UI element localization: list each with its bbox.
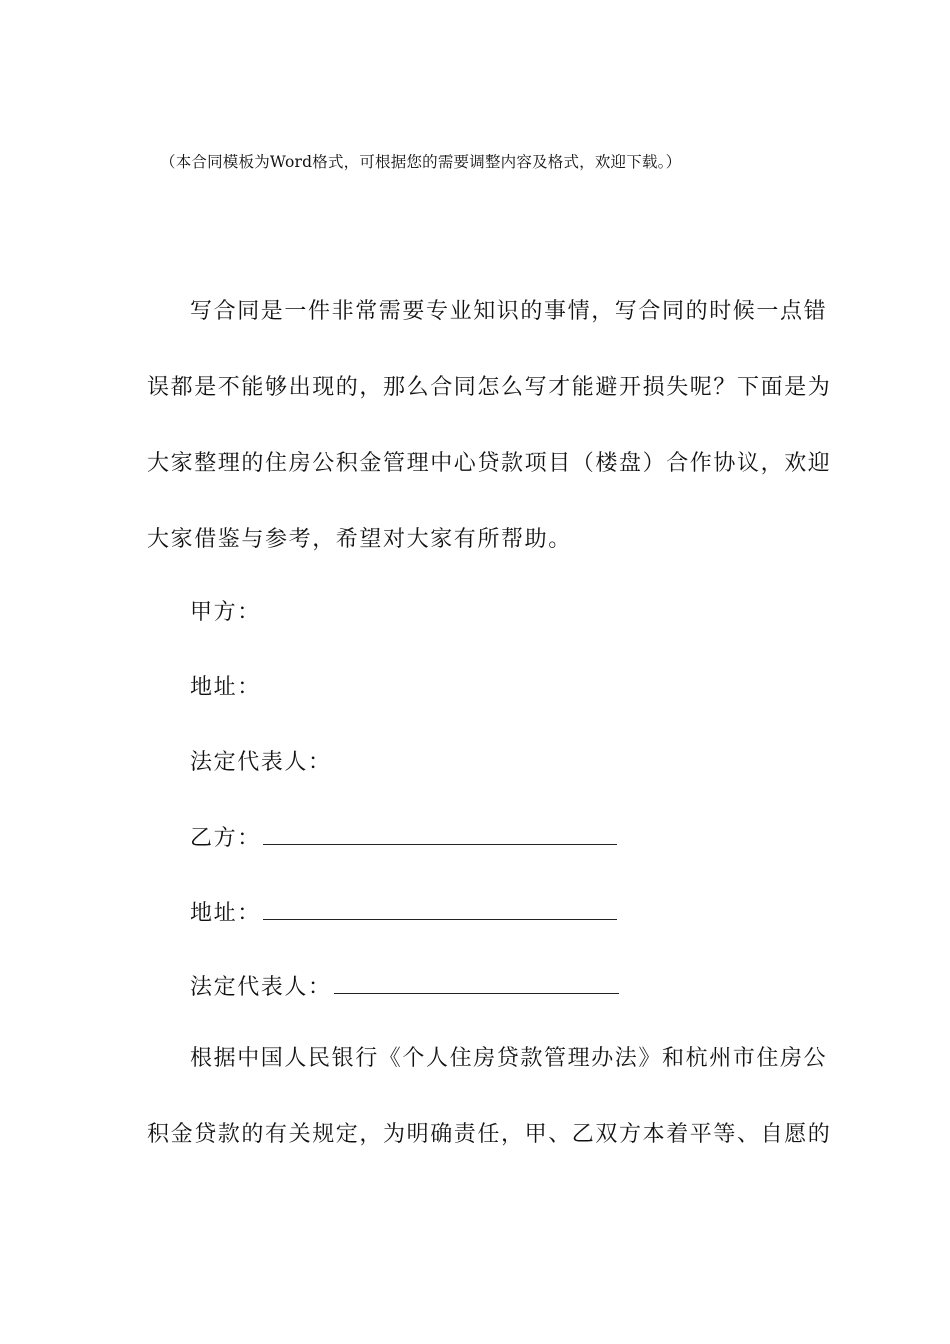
basis-line-2: 积金贷款的有关规定，为明确责任，甲、乙双方本着平等、自愿的 — [147, 1122, 832, 1147]
party-b-representative-row — [190, 971, 619, 1003]
party-b-blank-line — [263, 822, 617, 845]
party-b-label: 乙方： — [190, 826, 261, 851]
party-b-representative-blank-line — [334, 971, 619, 994]
intro-line-2: 误都是不能够出现的，那么合同怎么写才能避开损失呢？下面是为 — [147, 375, 832, 400]
party-a-label: 甲方： — [190, 600, 261, 625]
intro-line-1: 写合同是一件非常需要专业知识的事情，写合同的时候一点错 — [190, 299, 828, 324]
party-a-representative-label: 法定代表人： — [190, 750, 332, 775]
intro-line-3: 大家整理的住房公积金管理中心贷款项目（楼盘）合作协议，欢迎 — [147, 451, 832, 476]
intro-line-4: 大家借鉴与参考，希望对大家有所帮助。 — [147, 527, 572, 552]
template-note: （本合同模板为Word格式，可根据您的需要调整内容及格式，欢迎下载。） — [160, 153, 682, 171]
party-b-row — [190, 822, 617, 854]
party-a-address-label: 地址： — [190, 675, 261, 700]
party-b-address-label: 地址： — [190, 901, 261, 926]
party-b-address-row — [190, 897, 617, 929]
party-b-address-blank-line — [263, 897, 617, 920]
party-b-representative-label: 法定代表人： — [190, 975, 332, 1000]
basis-line-1: 根据中国人民银行《个人住房贷款管理办法》和杭州市住房公 — [190, 1046, 828, 1071]
